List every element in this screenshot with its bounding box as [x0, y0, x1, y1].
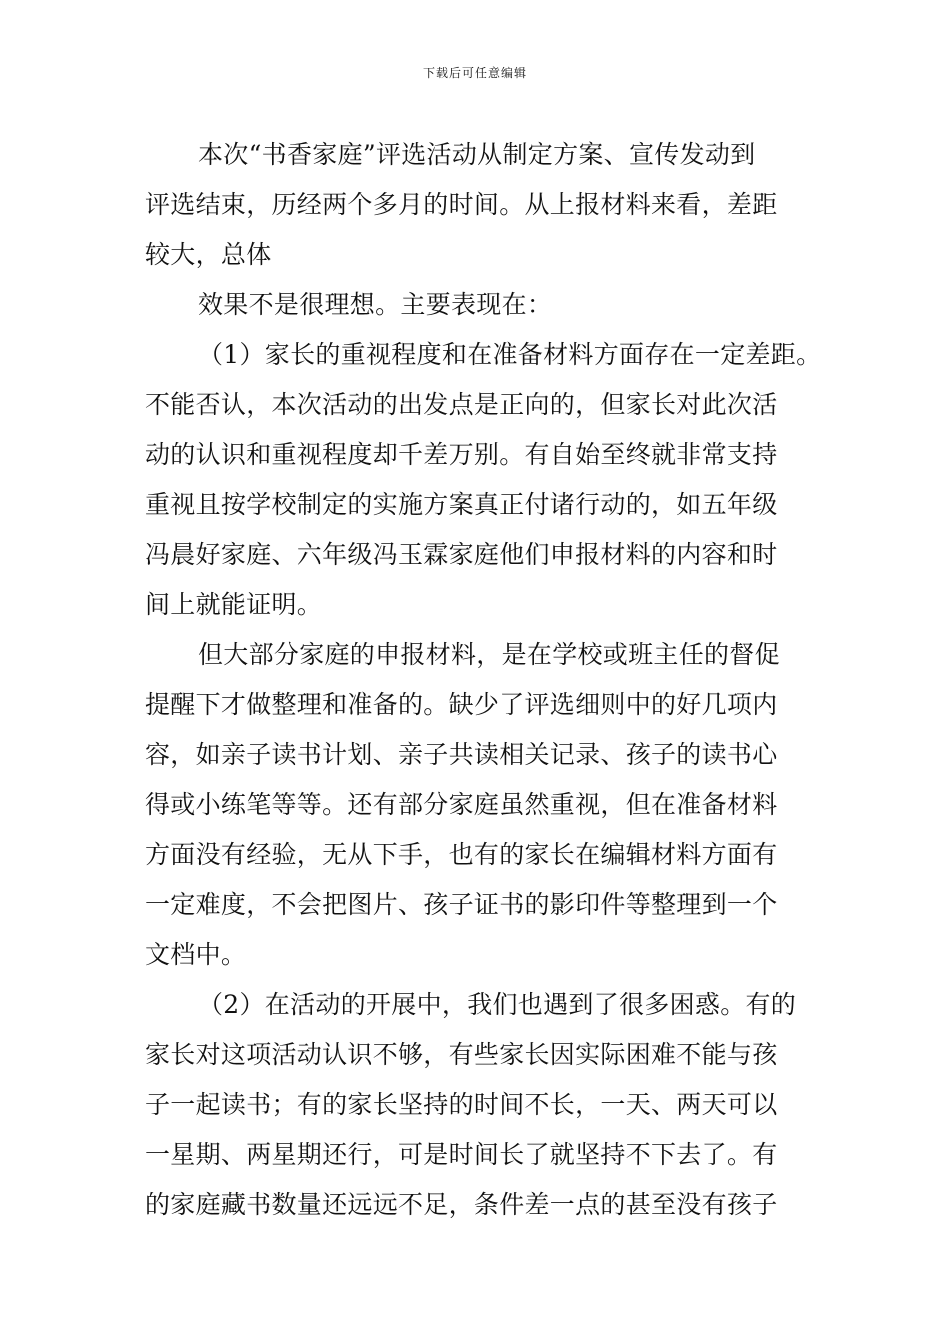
text-line: 冯晨好家庭、六年级冯玉霖家庭他们申报材料的内容和时	[145, 540, 778, 569]
text-line: 但大部分家庭的申报材料，是在学校或班主任的督促	[198, 640, 780, 669]
text-line: 动的认识和重视程度却千差万别。有自始至终就非常支持	[145, 440, 778, 469]
text-line: 重视且按学校制定的实施方案真正付诸行动的，如五年级	[145, 490, 778, 519]
document-body	[145, 130, 822, 1230]
text-line: 一定难度，不会把图片、孩子证书的影印件等整理到一个	[145, 890, 778, 919]
text-line: 效果不是很理想。主要表现在：	[198, 290, 553, 319]
text-line: 一星期、两星期还行，可是时间长了就坚持不下去了。有	[145, 1140, 778, 1169]
text-line: 方面没有经验，无从下手，也有的家长在编辑材料方面有	[145, 840, 778, 869]
text-line: 评选结束，历经两个多月的时间。从上报材料来看，差距	[145, 190, 778, 219]
text-line: 子一起读书；有的家长坚持的时间不长，一天、两天可以	[145, 1090, 778, 1119]
text-line: 得或小练笔等等。还有部分家庭虽然重视，但在准备材料	[145, 790, 778, 819]
text-line: （2）在活动的开展中，我们也遇到了很多困惑。有的	[198, 990, 797, 1019]
text-line: 提醒下才做整理和准备的。缺少了评选细则中的好几项内	[145, 690, 778, 719]
text-line: 间上就能证明。	[145, 590, 323, 619]
text-line: 容，如亲子读书计划、亲子共读相关记录、孩子的读书心	[145, 740, 778, 769]
page-header-note: 下载后可任意编辑	[422, 66, 527, 80]
text-line: 本次“书香家庭”评选活动从制定方案、宣传发动到	[198, 140, 756, 169]
text-line: 的家庭藏书数量还远远不足，条件差一点的甚至没有孩子	[145, 1190, 778, 1219]
text-line: 文档中。	[145, 940, 247, 969]
text-line: （1）家长的重视程度和在准备材料方面存在一定差距。	[198, 340, 822, 369]
text-line: 不能否认，本次活动的出发点是正向的，但家长对此次活	[145, 390, 778, 419]
text-line: 较大，总体	[145, 240, 272, 269]
text-line: 家长对这项活动认识不够，有些家长因实际困难不能与孩	[145, 1040, 778, 1069]
